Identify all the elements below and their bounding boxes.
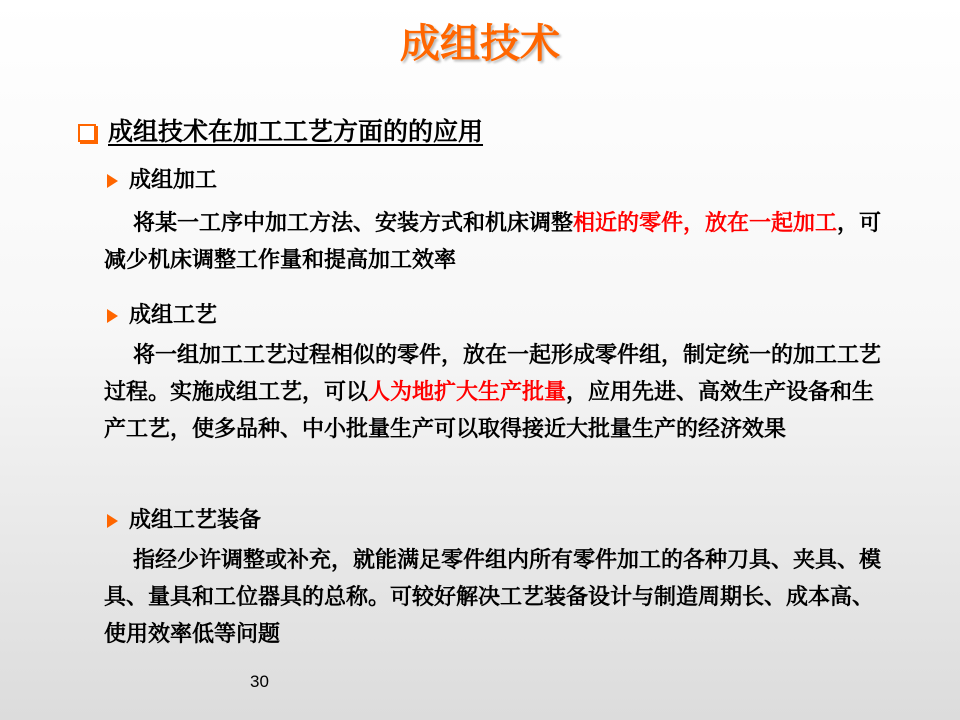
body-text: ，应用先进、高效生产设备和生产工艺，使多品种、中小批量生产可以取得接近大批量生产的经济效果: [104, 380, 875, 442]
main-bullet: [78, 112, 483, 152]
body-text: ，可减少机床调整工作量和提高加工效率: [104, 211, 882, 273]
section-heading-text: 成组工艺装备: [129, 508, 262, 533]
body-text: 指经少许调整或补充，就能满足零件组内所有零件加工的各种刀具、夹具、模具、量具和工位器具的总称。可较好解决工艺装备设计与制造周期长、成本高、使用效率低等问题: [104, 548, 882, 647]
section-heading-text: 成组加工: [129, 168, 218, 193]
slide-title: 成组技术: [400, 21, 560, 67]
main-bullet-text: 成组技术在加工工艺方面的的应用: [108, 117, 484, 146]
section-body-group-tooling: [104, 542, 894, 653]
arrow-right-icon: [107, 174, 118, 188]
body-text: 将一组加工工艺过程相似的零件，放在一起形成零件组，制定统一的加工工艺过程。实施成组工艺，可以: [104, 343, 882, 405]
section-heading-text: 成组工艺: [129, 303, 218, 328]
arrow-right-icon: [107, 309, 118, 323]
section-heading-group-machining: [107, 164, 217, 198]
arrow-right-icon: [107, 514, 118, 528]
section-body-group-process: [104, 337, 894, 448]
section-body-group-machining: [104, 205, 894, 279]
checkbox-square-icon: [78, 124, 96, 142]
highlight-text: 人为地扩大生产批量: [368, 380, 567, 405]
page-number: 30: [250, 672, 269, 691]
section-heading-group-process: [107, 299, 217, 333]
section-heading-group-tooling: [107, 504, 261, 538]
body-text: 将某一工序中加工方法、安装方式和机床调整: [133, 211, 574, 236]
highlight-text: 相近的零件，放在一起加工: [573, 211, 838, 236]
